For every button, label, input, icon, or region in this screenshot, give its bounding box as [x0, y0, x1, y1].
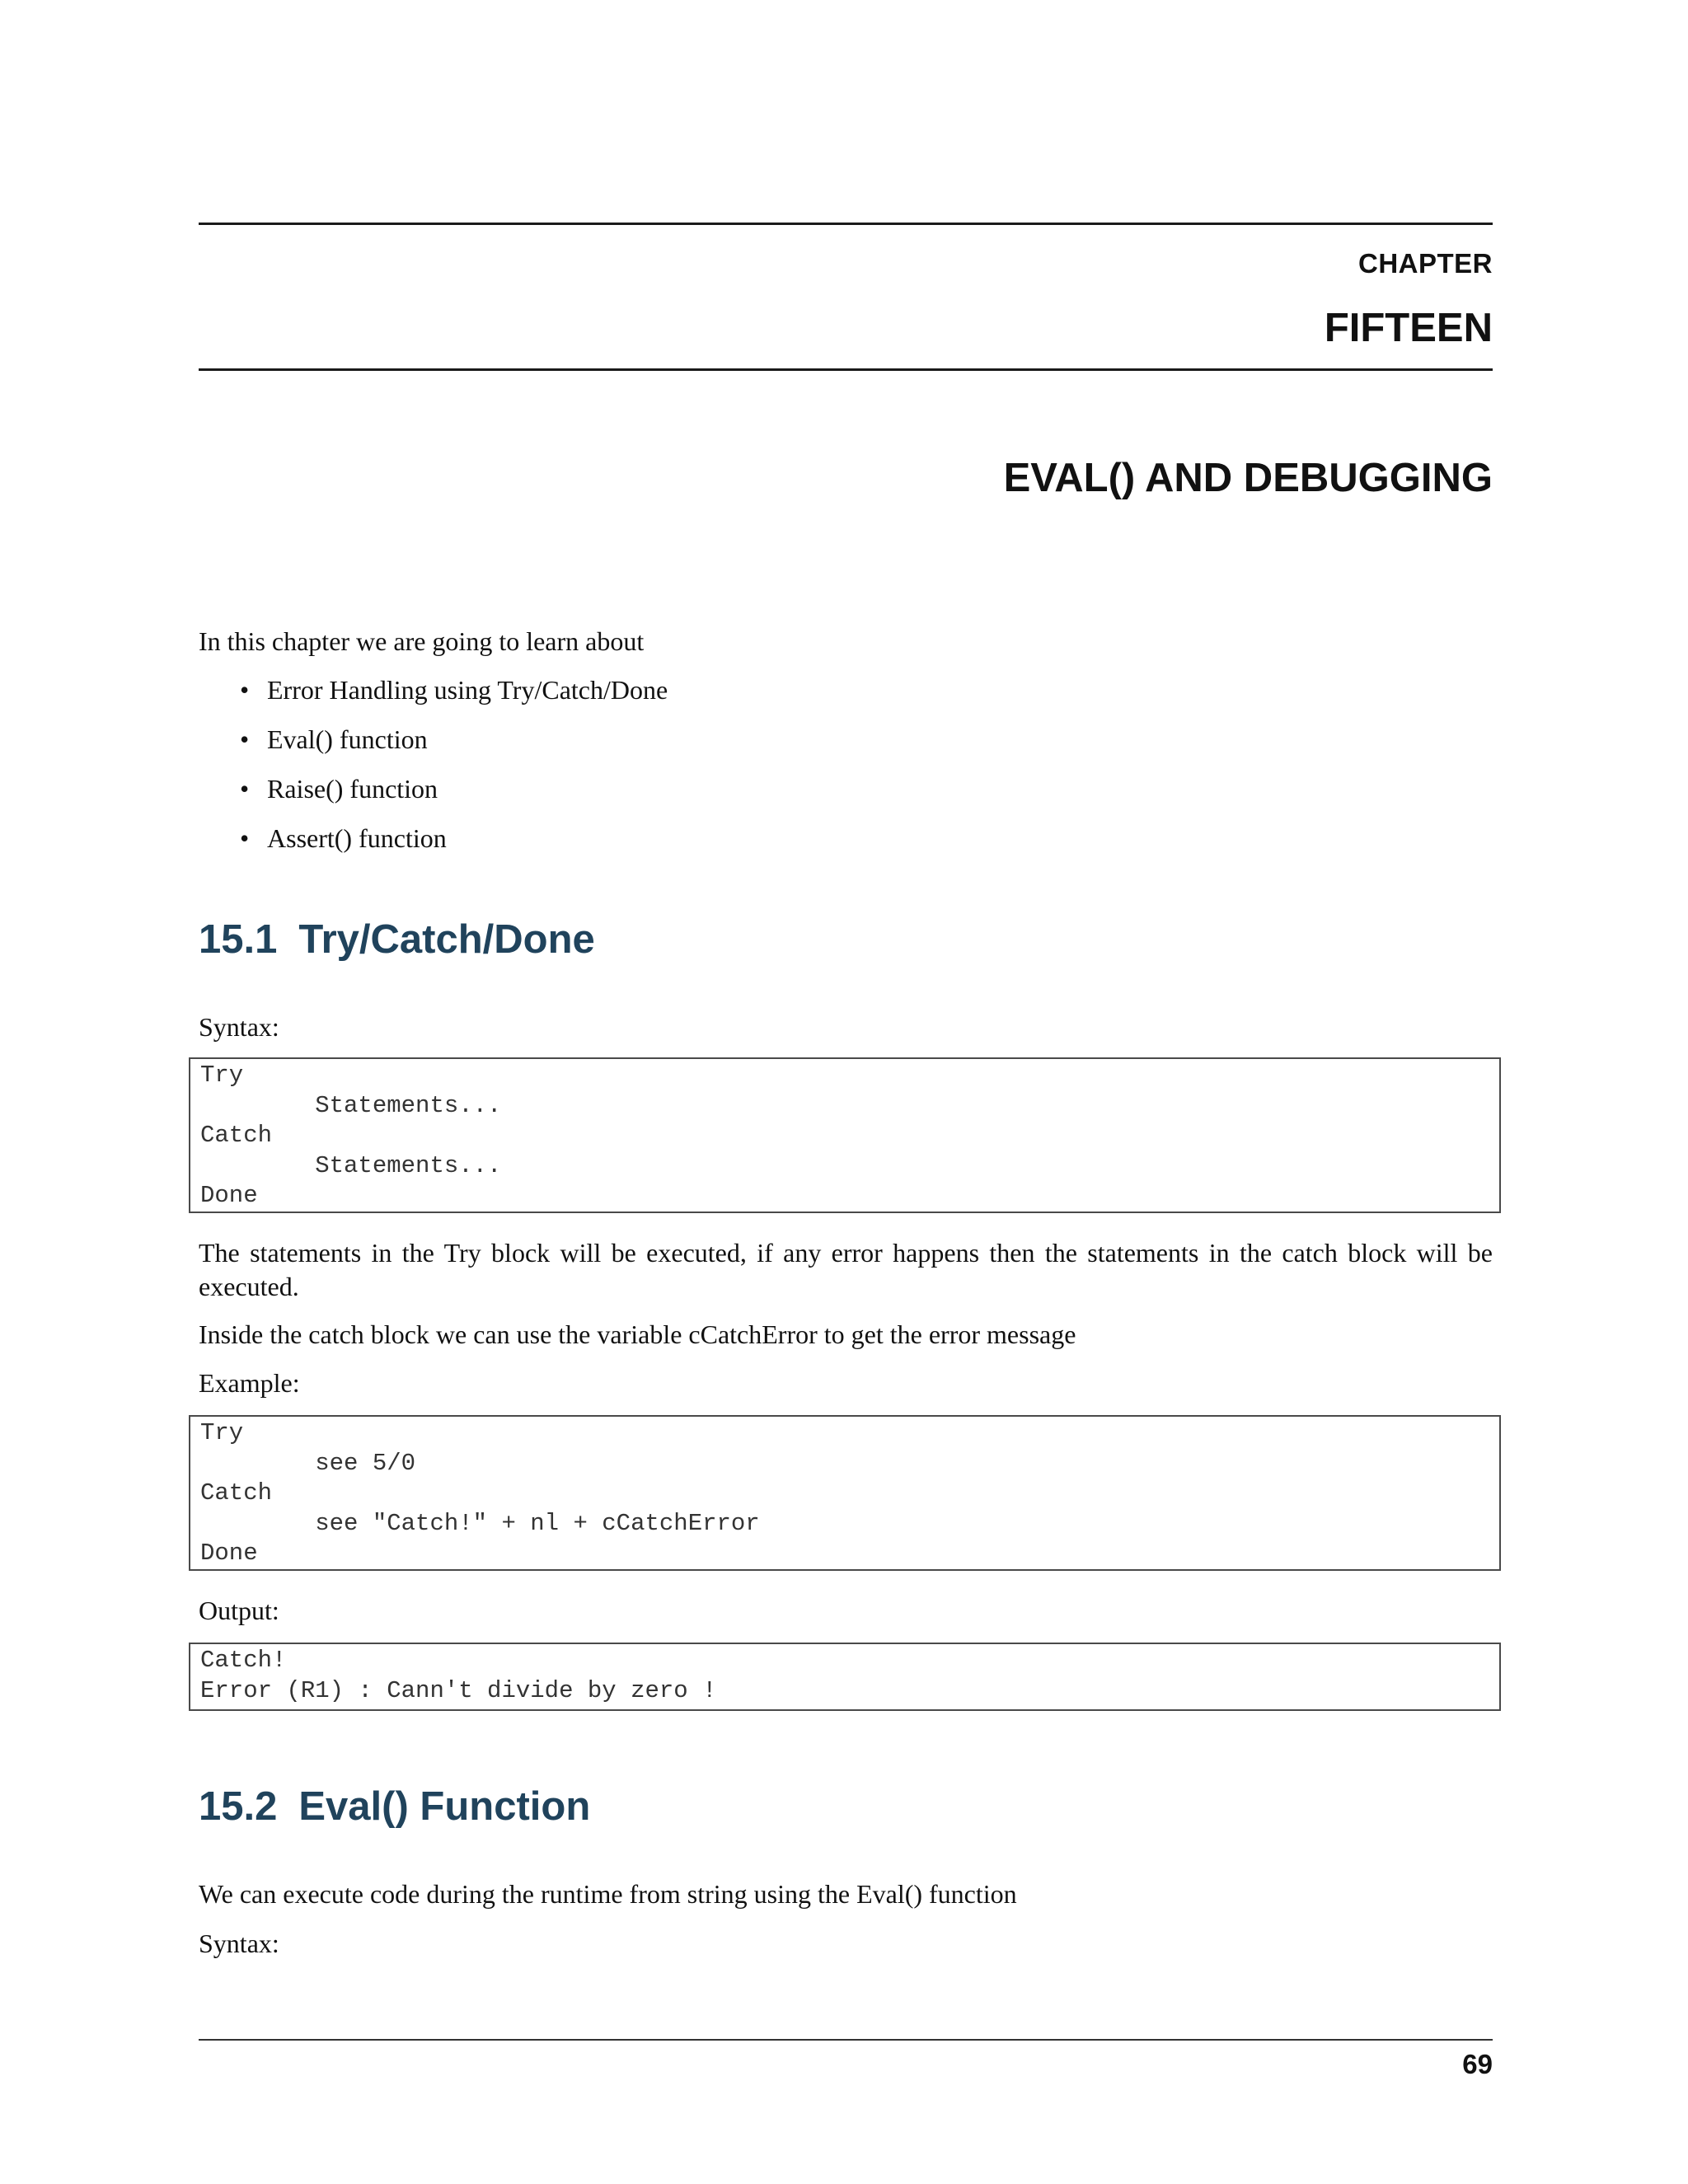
bullet-icon: • — [240, 724, 250, 754]
try-catch-description: The statements in the Try block will be executed, if any error happens then the statements in the catch block will be executed. — [199, 1238, 1493, 1301]
list-item — [240, 772, 668, 822]
section-number: 15.1 — [199, 917, 278, 962]
output-code-block — [189, 1643, 1501, 1711]
code-line: Catch! — [200, 1647, 287, 1674]
topic-list — [240, 673, 668, 871]
intro-paragraph: In this chapter we are going to learn about — [199, 626, 645, 656]
syntax-label: Syntax: — [199, 1012, 279, 1042]
code-line: Catch — [200, 1479, 273, 1507]
example-label: Example: — [199, 1368, 300, 1398]
list-item-text: Raise() function — [267, 774, 438, 804]
code-line: Try — [200, 1419, 244, 1446]
code-line: Statements... — [200, 1091, 502, 1119]
code-line: Catch — [200, 1122, 273, 1149]
chapter-label: CHAPTER — [1357, 248, 1493, 279]
output-label: Output: — [199, 1596, 279, 1625]
catch-error-description: Inside the catch block we can use the variable cCatchError to get the error message — [199, 1319, 1076, 1349]
document-page — [199, 0, 1493, 2184]
list-item-text: Eval() function — [267, 724, 428, 754]
list-item-text: Error Handling using Try/Catch/Done — [267, 675, 668, 705]
list-item — [240, 723, 668, 772]
list-item-text: Assert() function — [267, 823, 447, 853]
section-title: Try/Catch/Done — [298, 917, 595, 962]
bullet-icon: • — [240, 774, 250, 804]
section-number: 15.2 — [199, 1784, 278, 1829]
syntax-code-block — [189, 1057, 1501, 1213]
eval-syntax-label: Syntax: — [199, 1929, 279, 1958]
code-line: see "Catch!" + nl + cCatchError — [200, 1509, 760, 1537]
page-number: 69 — [1462, 2049, 1493, 2079]
section-heading-try-catch — [199, 916, 595, 963]
chapter-title: EVAL() AND DEBUGGING — [1003, 456, 1493, 500]
section-heading-eval — [199, 1783, 590, 1830]
bullet-icon: • — [240, 823, 250, 853]
chapter-bottom-rule — [199, 368, 1493, 371]
chapter-number: FIFTEEN — [1324, 306, 1493, 350]
bullet-icon: • — [240, 675, 250, 705]
example-code-block — [189, 1415, 1501, 1571]
list-item — [240, 822, 668, 871]
code-line: Done — [200, 1540, 258, 1567]
footer-rule — [199, 2039, 1493, 2041]
code-line: see 5/0 — [200, 1449, 416, 1477]
code-line: Try — [200, 1062, 244, 1089]
code-line: Statements... — [200, 1151, 502, 1179]
list-item — [240, 673, 668, 723]
chapter-top-rule — [199, 223, 1493, 225]
eval-description: We can execute code during the runtime from string using the Eval() function — [199, 1879, 1017, 1909]
section-title: Eval() Function — [298, 1784, 591, 1829]
code-line: Done — [200, 1182, 258, 1209]
code-line: Error (R1) : Cann't divide by zero ! — [200, 1676, 717, 1704]
